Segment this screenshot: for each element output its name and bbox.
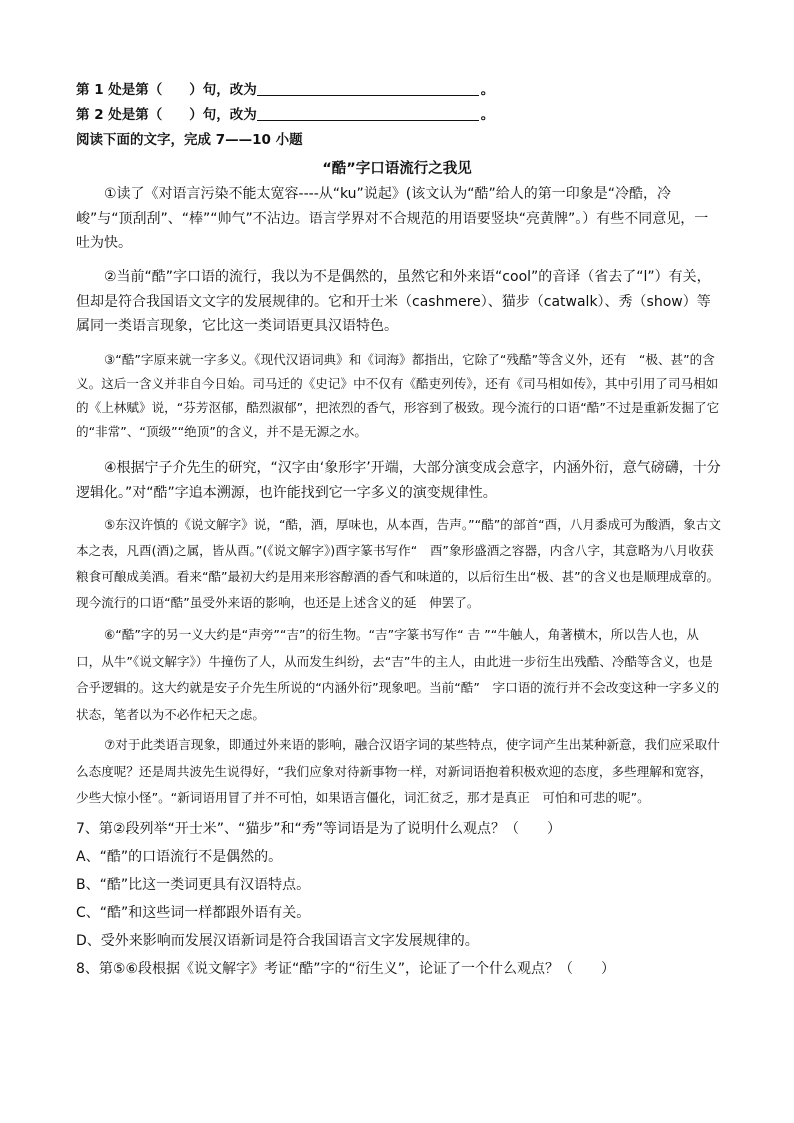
paragraph-7 <box>76 732 722 812</box>
paragraph-5-text: ⑤东汉许慎的《说文解字》说，“酷，酒，厚味也，从本酉，告声。”“酷”的部首“酉，八月黍成可为酸酒，象古文本之表，凡酉(酒)之属，皆从酉。”(《说文解字》)酉字篆书写作“ 酉”象形盛酒之容器，内含八字，其意略为八月收获粮食可酿成美酒。看来“酷”最初大约是用来形容醇酒的香气和味道的，以后衍生出“极、甚”的含义也是顺理成章的。现今流行的口语“酷”虽受外来语的影响，也还是上述含义的延 伸罢了。 <box>76 517 721 610</box>
fill-blank-label-2: 第 2 处是第（ ）句，改为 <box>76 107 257 123</box>
paragraph-1 <box>76 182 722 256</box>
question-7-option-d[interactable]: D、受外来影响而发展汉语新词是符合我国语言文字发展规律的。 <box>76 933 479 949</box>
paragraph-6-text: ⑥“酷”字的另一义大约是“声旁”“吉”的衍生物。“吉”字篆书写作“ 𠮷 ”“牛触人，角著横木，所以告人也，从口，从牛”《说文解字》）牛撞伤了人，从而发生纠纷，去“吉”牛的主人，由此进一步衍生出残酷、冷酷等含义，也是合乎逻辑的。这大约就是安子介先生所说的“内涵外衍”现象吧。当前“酷” 字口语的流行并不会改变这种一字多义的状态，笔者以为不必作杞天之虑。 <box>76 627 720 722</box>
fill-blank-label-1: 第 1 处是第（ ）句，改为 <box>76 82 257 98</box>
question-7-option-b[interactable]: B、“酷”比这一类词更具有汉语特点。 <box>76 877 311 893</box>
reading-instruction: 阅读下面的文字，完成 7——10 小题 <box>76 132 303 148</box>
paragraph-2-text: ②当前“酷”字口语的流行，我以为不是偶然的，虽然它和外来语“cool”的音译（省去了“l”）有关，但却是符合我国语文文字的发展规律的。它和开士米（cashmere）、猫步（catwalk）、秀（show）等属同一类语言现象，它比这一类词语更具汉语特色。 <box>76 269 711 334</box>
fill-blank-end-2: 。 <box>480 107 495 123</box>
fill-blank-line-2 <box>76 103 494 123</box>
question-7: 7、第②段列举“开士米”、“猫步”和“秀”等词语是为了说明什么观点？（ ） <box>76 821 561 837</box>
question-7-option-c[interactable]: C、“酷”和这些词一样都跟外语有关。 <box>76 905 311 921</box>
fill-blank-end-1: 。 <box>480 82 495 98</box>
paragraph-1-text: ①读了《对语言污染不能太宽容----从“ku”说起》(该文认为“酷”给人的第一印象是“冷酷，冷峻”与“顶刮刮”、“棒”“帅气”不沾边。语言学界对不合规范的用语要竖块“亮黄牌”。）有些不同意见，一吐为快。 <box>76 186 709 251</box>
paragraph-3 <box>76 348 722 444</box>
paragraph-4-text: ④根据宁子介先生的研究，“汉字由‘象形字’开端，大部分演变成会意字，内涵外衍，意气磅礴，十分逻辑化。”对“酷”字追本溯源，也许能找到它一字多义的演变规律性。 <box>76 460 721 501</box>
paragraph-7-text: ⑦对于此类语言现象，即通过外来语的影响，融合汉语字词的某些特点，使字词产生出某种新意，我们应采取什么态度呢？还是周共波先生说得好，“我们应象对待新事物一样，对新词语抱着积极欢迎的态度，多些理解和宽容，少些大惊小怪”。“新词语用冒了并不可怕，如果语言僵化，词汇贫乏，那才是真正 可怕和可悲的呢”。 <box>76 737 720 805</box>
paragraph-5 <box>76 512 722 616</box>
paragraph-6 <box>76 622 722 728</box>
paragraph-2 <box>76 265 722 339</box>
fill-blank-line-1 <box>76 78 494 98</box>
answer-blank-1[interactable] <box>257 81 479 96</box>
paragraph-4 <box>76 456 722 505</box>
question-8: 8、第⑤⑥段根据《说文解字》考证“酷”字的“衍生义”，论证了一个什么观点？（ ） <box>76 961 616 977</box>
question-7-option-a[interactable]: A、“酷”的口语流行不是偶然的。 <box>76 849 283 865</box>
article-title: “酷”字口语流行之我见 <box>322 161 472 177</box>
answer-blank-2[interactable] <box>257 106 479 121</box>
paragraph-3-text: ③“酷”字原来就一字多义。《现代汉语词典》和《词海》都指出，它除了“残酷”等含义外，还有 “极、甚”的含义。这后一含义并非自今日始。司马迁的《史记》中不仅有《酷吏列传》，还有《司马相如传》，其中引用了司马相如的《上林赋》说，“芬芳沤郁，酷烈淑郁”，把浓烈的香气，形容到了极致。现今流行的口语“酷”不过是重新发掘了它的“非常”、“顶级”“绝顶”的含义，并不是无源之水。 <box>76 352 720 439</box>
